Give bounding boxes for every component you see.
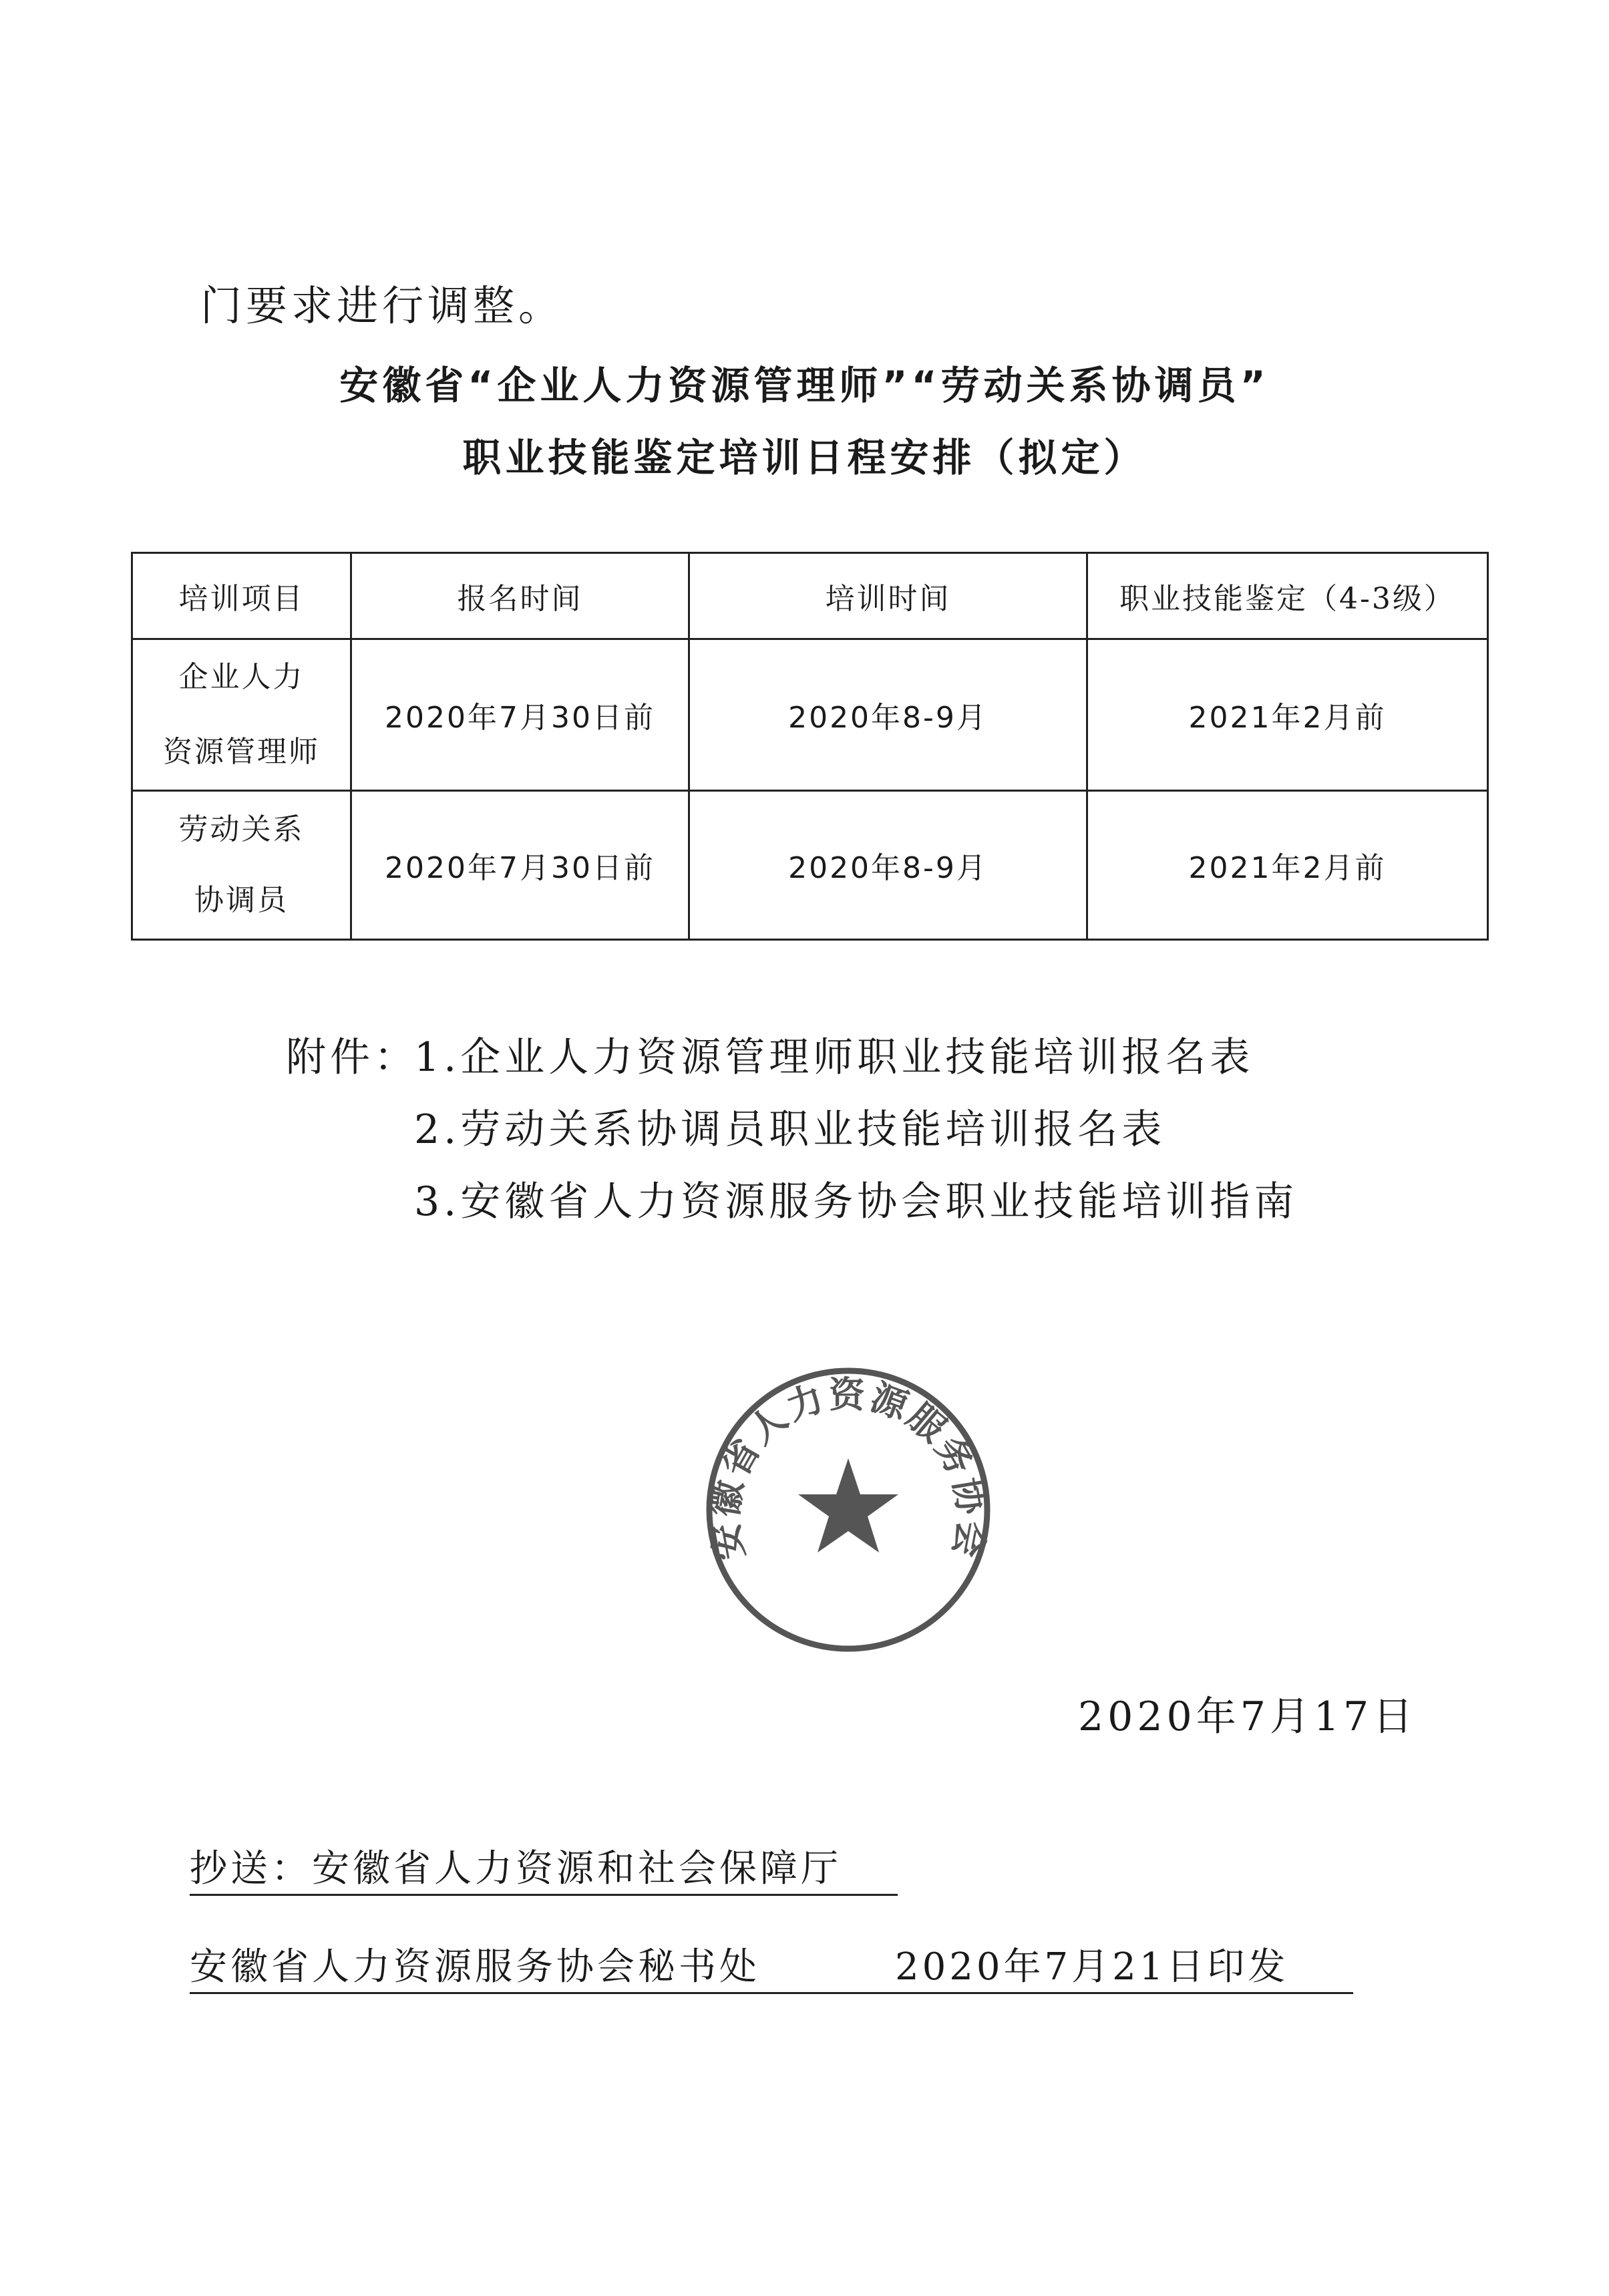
official-seal-stamp	[701, 1363, 995, 1657]
star-icon	[798, 1458, 898, 1552]
header-training-time: 培训时间	[689, 553, 1087, 639]
table-row	[132, 639, 1488, 791]
attachment-item: 1.企业人力资源管理师职业技能培训报名表	[414, 1034, 1254, 1081]
item-name-line-2: 资源管理师	[163, 735, 320, 769]
seal-text: 安徽省人力资源服务协会	[703, 1373, 993, 1564]
cell-registration-time: 2020年7月30日前	[351, 791, 689, 940]
issuing-office: 安徽省人力资源服务协会秘书处	[190, 1945, 760, 1989]
continued-paragraph: 门要求进行调整。	[200, 281, 564, 330]
cell-skill-assessment: 2021年2月前	[1087, 639, 1488, 791]
header-skill-assessment: 职业技能鉴定（4-3级）	[1087, 553, 1488, 639]
document-title-line-2: 职业技能鉴定培训日程安排（拟定）	[462, 435, 1147, 480]
issued-date: 2020年7月21日印发	[895, 1945, 1289, 1989]
table-header-row	[132, 553, 1488, 639]
attachment-item: 2.劳动关系协调员职业技能培训报名表	[414, 1106, 1166, 1153]
cc-recipients: 抄送：安徽省人力资源和社会保障厅	[190, 1847, 842, 1891]
divider	[190, 1894, 898, 1896]
header-registration-time: 报名时间	[351, 553, 689, 639]
attachment-item: 3.安徽省人力资源服务协会职业技能培训指南	[414, 1178, 1298, 1225]
item-name-line-1: 企业人力	[178, 660, 305, 694]
signature-date: 2020年7月17日	[1078, 1693, 1417, 1740]
table-row	[132, 791, 1488, 940]
header-training-item: 培训项目	[132, 553, 351, 639]
cell-skill-assessment: 2021年2月前	[1087, 791, 1488, 940]
cell-training-time: 2020年8-9月	[689, 639, 1087, 791]
cell-registration-time: 2020年7月30日前	[351, 639, 689, 791]
cell-training-item	[132, 791, 351, 940]
cell-training-time: 2020年8-9月	[689, 791, 1087, 940]
training-schedule-table	[131, 552, 1489, 941]
item-name-line-1: 劳动关系	[178, 812, 305, 846]
item-name-line-2: 协调员	[194, 883, 289, 917]
divider	[190, 1992, 1353, 1994]
attachments-label: 附件：	[286, 1034, 418, 1081]
document-title-line-1: 安徽省“企业人力资源管理师”“劳动关系协调员”	[339, 363, 1270, 408]
cell-training-item	[132, 639, 351, 791]
